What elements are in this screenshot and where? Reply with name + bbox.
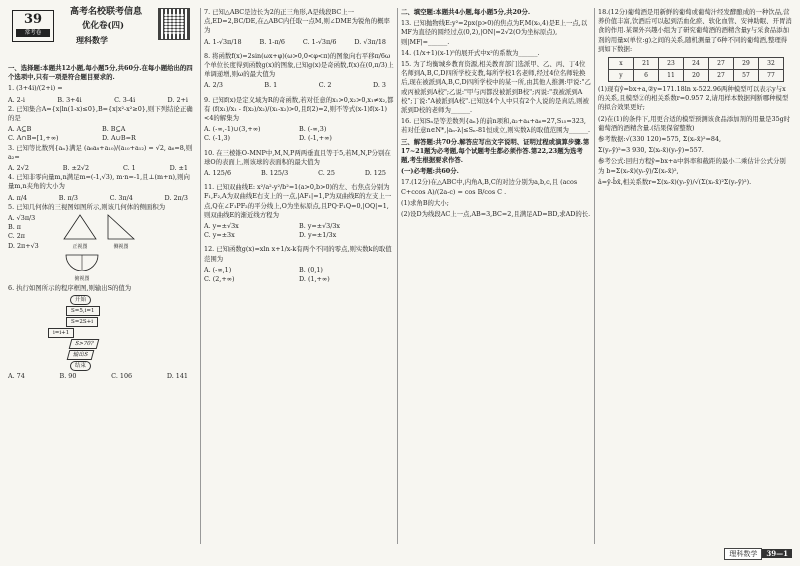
option: D. √3π/18 [354, 37, 386, 46]
option: B. π/3 [58, 193, 78, 202]
flowchart [48, 295, 196, 372]
top-view-semicircle [65, 253, 99, 271]
table-cell: 57 [734, 70, 759, 82]
table-cell: 27 [709, 58, 734, 70]
question-1: 1. (3+4i)/(2+i) = [8, 84, 63, 93]
question-15: 15. 为了均衡城乡教育资源,相关教育部门选派甲、乙、丙、丁4位名师到A,B,C,D四所学校支教,每所学校1名老师,经过4位名师轮换后,现在被派到A,B,C,D四所学校中的某一所,由其他人推测:甲说:"乙或丙被派到A校";乙说:"甲与丙都没被派到B校";丙说:"我被派到A校";丁说:"A被派到A校".已知这4个人中只有2个人说的是真话,则被派到D校的老师为______. [401, 60, 591, 115]
question-7: 7. 已知△ABC是边长为2的正三角形,A是线段BC上一点,ED=2,BC/DE,在△ABC内任取一点M,则∠DME为锐角的概率为 [204, 8, 390, 35]
options-q5 [8, 214, 63, 284]
option: D. 125 [364, 169, 386, 178]
section-heading-choice: 一、选择题:本题共12小题,每小题5分,共60分.在每小题给出的四个选项中,只有一项是符合题目要求的. [8, 64, 193, 82]
options-q2 [8, 125, 196, 143]
question-8: 8. 将函数f(x)=2sin(ωx+φ)(ω>0,0<φ<π)的图象向右平移π/6ω个单位长度得到函数g(x)的图象,已知g(x)是奇函数,f(x)在(0,π/3)上单调递增,则ω的最大值为 [204, 51, 394, 79]
footer-subject: 理科数学 [724, 548, 762, 560]
question-18-part-1: (1)现有ŷ=bx+a,②y=171.18ln x-522.96两种模型可以表示y与x的关系,且模型②的相关系数r=0.957 2,请用样本数据判断哪种模型的拟合效果更好; [598, 85, 789, 112]
options-q6 [8, 372, 196, 381]
question-14: 14. (1/x+1)(x-1)⁵的展开式中x²的系数为______. [401, 48, 540, 57]
option: D. 2π/3 [164, 193, 188, 202]
option: D. (-1,+∞) [299, 134, 332, 143]
flow-step: S=2S+i [66, 317, 98, 327]
flow-start: 开始 [70, 295, 91, 305]
reference-formula: 参考公式:回归方程ŷ=bx+a中斜率和截距的最小二乘估计公式分别为 b=Σ(xᵢ-x̄)(yᵢ-ȳ)/Σ(xᵢ-x̄)², [598, 157, 786, 175]
question-5: 5. 已知几何体的三视图如图所示,则该几何体的侧面积为 [8, 202, 166, 211]
option: A. π/4 [8, 193, 28, 202]
table-cell: 32 [759, 58, 784, 70]
option: A. A⊆B [8, 125, 32, 134]
option: B. (-∞,3) [299, 125, 327, 134]
column-divider [397, 8, 398, 544]
option: D. A∪B=R [102, 134, 136, 143]
column-divider [594, 8, 595, 544]
question-16: 16. 已知Sₙ是等差数列{aₙ}的前n项和,a₂+a₄+a₆=27,S₁₅=323,若对任意n∈N*,|aₙ-λ|≤Sₙ-81恒成立,则实数λ的取值范围为______. [401, 117, 591, 135]
question-4: 4. 已知非零向量m,n满足m=(-1,√3), m·n=-1,且⊥(m+n),则向量m,n夹角的大小为 [8, 173, 190, 191]
options-q9 [204, 125, 394, 143]
column-3 [401, 8, 591, 221]
option: D. 2π+√3 [8, 241, 39, 250]
option: D. 2+i [167, 95, 188, 104]
header-subtitle: 优化卷(四) [82, 21, 125, 31]
flow-condition: S>70? [69, 339, 100, 349]
table-cell: 77 [759, 70, 784, 82]
option: A. (-∞,-1)∪(3,+∞) [204, 125, 261, 134]
badge-tag: 常考卷 [16, 29, 50, 37]
table-cell: 6 [634, 70, 659, 82]
option: C. A∩B=[1,+∞) [8, 134, 59, 143]
options-q8 [204, 81, 394, 90]
option: B. 3+4i [57, 95, 82, 104]
option: C. 1 [122, 164, 136, 173]
column-1 [8, 8, 196, 381]
option: D. ±1 [169, 164, 188, 173]
badge-number: 39 [23, 12, 43, 27]
option: C. 25 [318, 169, 335, 178]
page-footer [724, 548, 792, 560]
option: B. π [8, 223, 21, 232]
option: B. 90 [59, 372, 77, 381]
option: D. y=±1/3x [299, 231, 337, 240]
table-header: y [609, 70, 634, 82]
reference-data: 参考数据:√(330 120)≈575, Σ(xᵢ-x̄)²=84, [598, 135, 722, 144]
question-2: 2. 已知集合A={x|ln(1-x)≤0},B={x|x²-x²≥0},则下列结论正确的是 [8, 104, 193, 123]
paper-badge [12, 10, 54, 42]
question-6: 6. 执行如图所示的程序框图,则输出S的值为 [8, 283, 132, 292]
option: A. √3π/3 [8, 214, 36, 223]
option: B. y=±√3/3x [299, 222, 341, 231]
question-12: 12. 已知函数g(x)=xln x+1/x-k有两个不同的零点,则实数k的取值范围为 [204, 245, 392, 263]
option: D. 3 [372, 81, 386, 90]
option: B. 125/3 [261, 169, 289, 178]
required-heading: (一)必考题:共60分. [401, 167, 459, 176]
section-heading-fill: 二、填空题:本题共4小题,每小题5分,共20分. [401, 8, 531, 16]
option: C. (-1,3) [204, 134, 231, 143]
question-9: 9. 已知f(x)是定义域为R的奇函数,若对任意的x₁>0,x₂>0,x₁≠x₂,都有 (f(x₁)/x₁ - f(x₂)/x₂)/(x₁-x₂)>0,且f(2)=2,则不等式(x-1)f(x-1)<4的解集为 [204, 95, 394, 123]
option: B. B⊆A [102, 125, 126, 134]
option: C. 3π/4 [109, 193, 133, 202]
table-header: x [609, 58, 634, 70]
question-17-part-2: (2)设D为线段AC上一点,AB=3,BC=2,且满足AD=BD,求AD的长. [401, 210, 591, 219]
options-q3 [8, 164, 196, 173]
option: D. 141 [166, 372, 188, 381]
question-3: 3. 已知等比数列{aₙ}满足 (a₆a₈+a₁₀)/(a₁₀+a₁₂) = √2, a₆=8,则a₂= [8, 143, 193, 161]
options-q11 [204, 222, 394, 240]
option: A. 2-i [8, 95, 25, 104]
table-cell: 20 [684, 70, 709, 82]
fig-label: 正视图 [72, 244, 88, 251]
exam-header [8, 8, 196, 64]
reference-formula-2: â=ȳ-b̂x̄,相关系数r=Σ(xᵢ-x̄)(yᵢ-ȳ)/√(Σ(xᵢ-x̄)²Σ(yᵢ-ȳ)²). [598, 177, 752, 186]
question-17-part-1: (1)求角B的大小; [401, 198, 449, 207]
reference-data-2: Σ(yᵢ-ȳ)²=3 930, Σ(xᵢ-x̄)(yᵢ-ȳ)=557. [598, 146, 704, 155]
three-view-figure [63, 214, 135, 284]
option: A. 74 [8, 372, 25, 381]
data-table [608, 57, 784, 82]
front-view-triangle [63, 214, 97, 240]
option: D. (1,+∞) [299, 275, 330, 284]
options-q12 [204, 266, 394, 284]
table-row [609, 58, 784, 70]
flow-output: 输出S [67, 350, 94, 360]
option: B. (0,1) [299, 265, 323, 274]
side-view-triangle [107, 214, 135, 240]
options-q4 [8, 194, 196, 203]
table-cell: 23 [659, 58, 684, 70]
option: A. 1-√3π/18 [204, 37, 242, 46]
option: C. 1-√3π/6 [302, 37, 337, 46]
flow-increment: i=i+1 [48, 328, 74, 338]
question-11: 11. 已知双曲线E: x²/a²-y²/b²=1(a>0,b>0)的左、右焦点分别为F₁,F₂,A为双曲线E右支上的一点,|AF₁|=1,P为双曲线E的左支上一点,Q在∠F₁PF₂的平分线上,O为坐标原点,且PQ·F₁Q=0,|OQ|=1,则双曲线E的渐近线方程为 [204, 183, 392, 219]
header-title: 高考名校联考信息 [70, 7, 143, 17]
question-18-part-2: (2)在(1)的条件下,用更合适的模型预测该食品添加剂的用量是35g时葡萄酒的酒精含量.(结果保留整数) [598, 114, 791, 132]
table-cell: 11 [659, 70, 684, 82]
option: B. 1-π/6 [259, 37, 285, 46]
table-cell: 29 [734, 58, 759, 70]
question-17: 17.(12分)在△ABC中,内角A,B,C的对边分别为a,b,c,且 (acos C+ccos A)/(2a-c) = cos B/cos C . [401, 178, 578, 196]
option: A. 2/3 [204, 81, 223, 90]
qr-code-icon [158, 8, 190, 40]
flow-end: 结束 [70, 361, 91, 371]
question-13: 13. 已知抛物线E:y²=2px(p>0)的焦点为F,M(x₀,4)是E上一点,以MF为直径的圆经过点(0,2),|ON|=2√2(O为坐标原点),则|MF|=______. [401, 19, 588, 46]
column-2 [204, 8, 394, 284]
table-row [609, 70, 784, 82]
section-heading-answer: 三、解答题:共70分.解答应写出文字说明、证明过程或演算步骤.第17~21题为必考题,每个试题考生都必须作答.第22,23题为选考题,考生根据要求作答. [401, 137, 590, 165]
question-18: 18.(12分)葡萄酒是用新鲜的葡萄或葡萄汁经发酵酿成的一种饮品,营养价值丰富,饮酒后可以起到活血化瘀、软化血管、安神助眠、开胃消食的作用.某课外兴趣小组为了研究葡萄酒的酒精含量y与采食品添加剂的用量x(单位:g)之间的关系,随机测量了6种不同的葡萄酒,整理得到如下数据: [598, 8, 792, 53]
option: C. 3-4i [114, 95, 136, 104]
option: C. 2 [318, 81, 332, 90]
fig-label: 侧视图 [113, 244, 129, 251]
q5-body [8, 214, 196, 284]
table-cell: 27 [709, 70, 734, 82]
option: C. y=±3x [204, 231, 235, 240]
options-q7 [204, 38, 394, 47]
page-number: 39—1 [762, 549, 792, 558]
option: A. y=±√3x [204, 222, 239, 231]
table-cell: 21 [634, 58, 659, 70]
option: A. 2√2 [8, 164, 29, 173]
header-subject: 理科数学 [76, 35, 108, 45]
fig-label: 俯视图 [74, 275, 90, 282]
options-q1 [8, 96, 196, 105]
option: C. 2π [8, 232, 25, 241]
option: B. ±2√2 [62, 164, 90, 173]
table-cell: 24 [684, 58, 709, 70]
flow-init: S=5,i=1 [66, 306, 100, 316]
option: A. (-∞,1) [204, 265, 232, 274]
option: A. 125/6 [204, 169, 232, 178]
column-divider [200, 8, 201, 544]
options-q10 [204, 169, 394, 178]
option: B. 1 [264, 81, 278, 90]
option: C. 106 [111, 372, 133, 381]
option: C. (2,+∞) [204, 275, 235, 284]
column-4 [598, 8, 792, 189]
question-10: 10. 在三棱锥O-MNP中,M,N,P两两垂直且等于5,若M,N,P分别在球O的表面上,则该球的表面积的最大值为 [204, 148, 391, 166]
